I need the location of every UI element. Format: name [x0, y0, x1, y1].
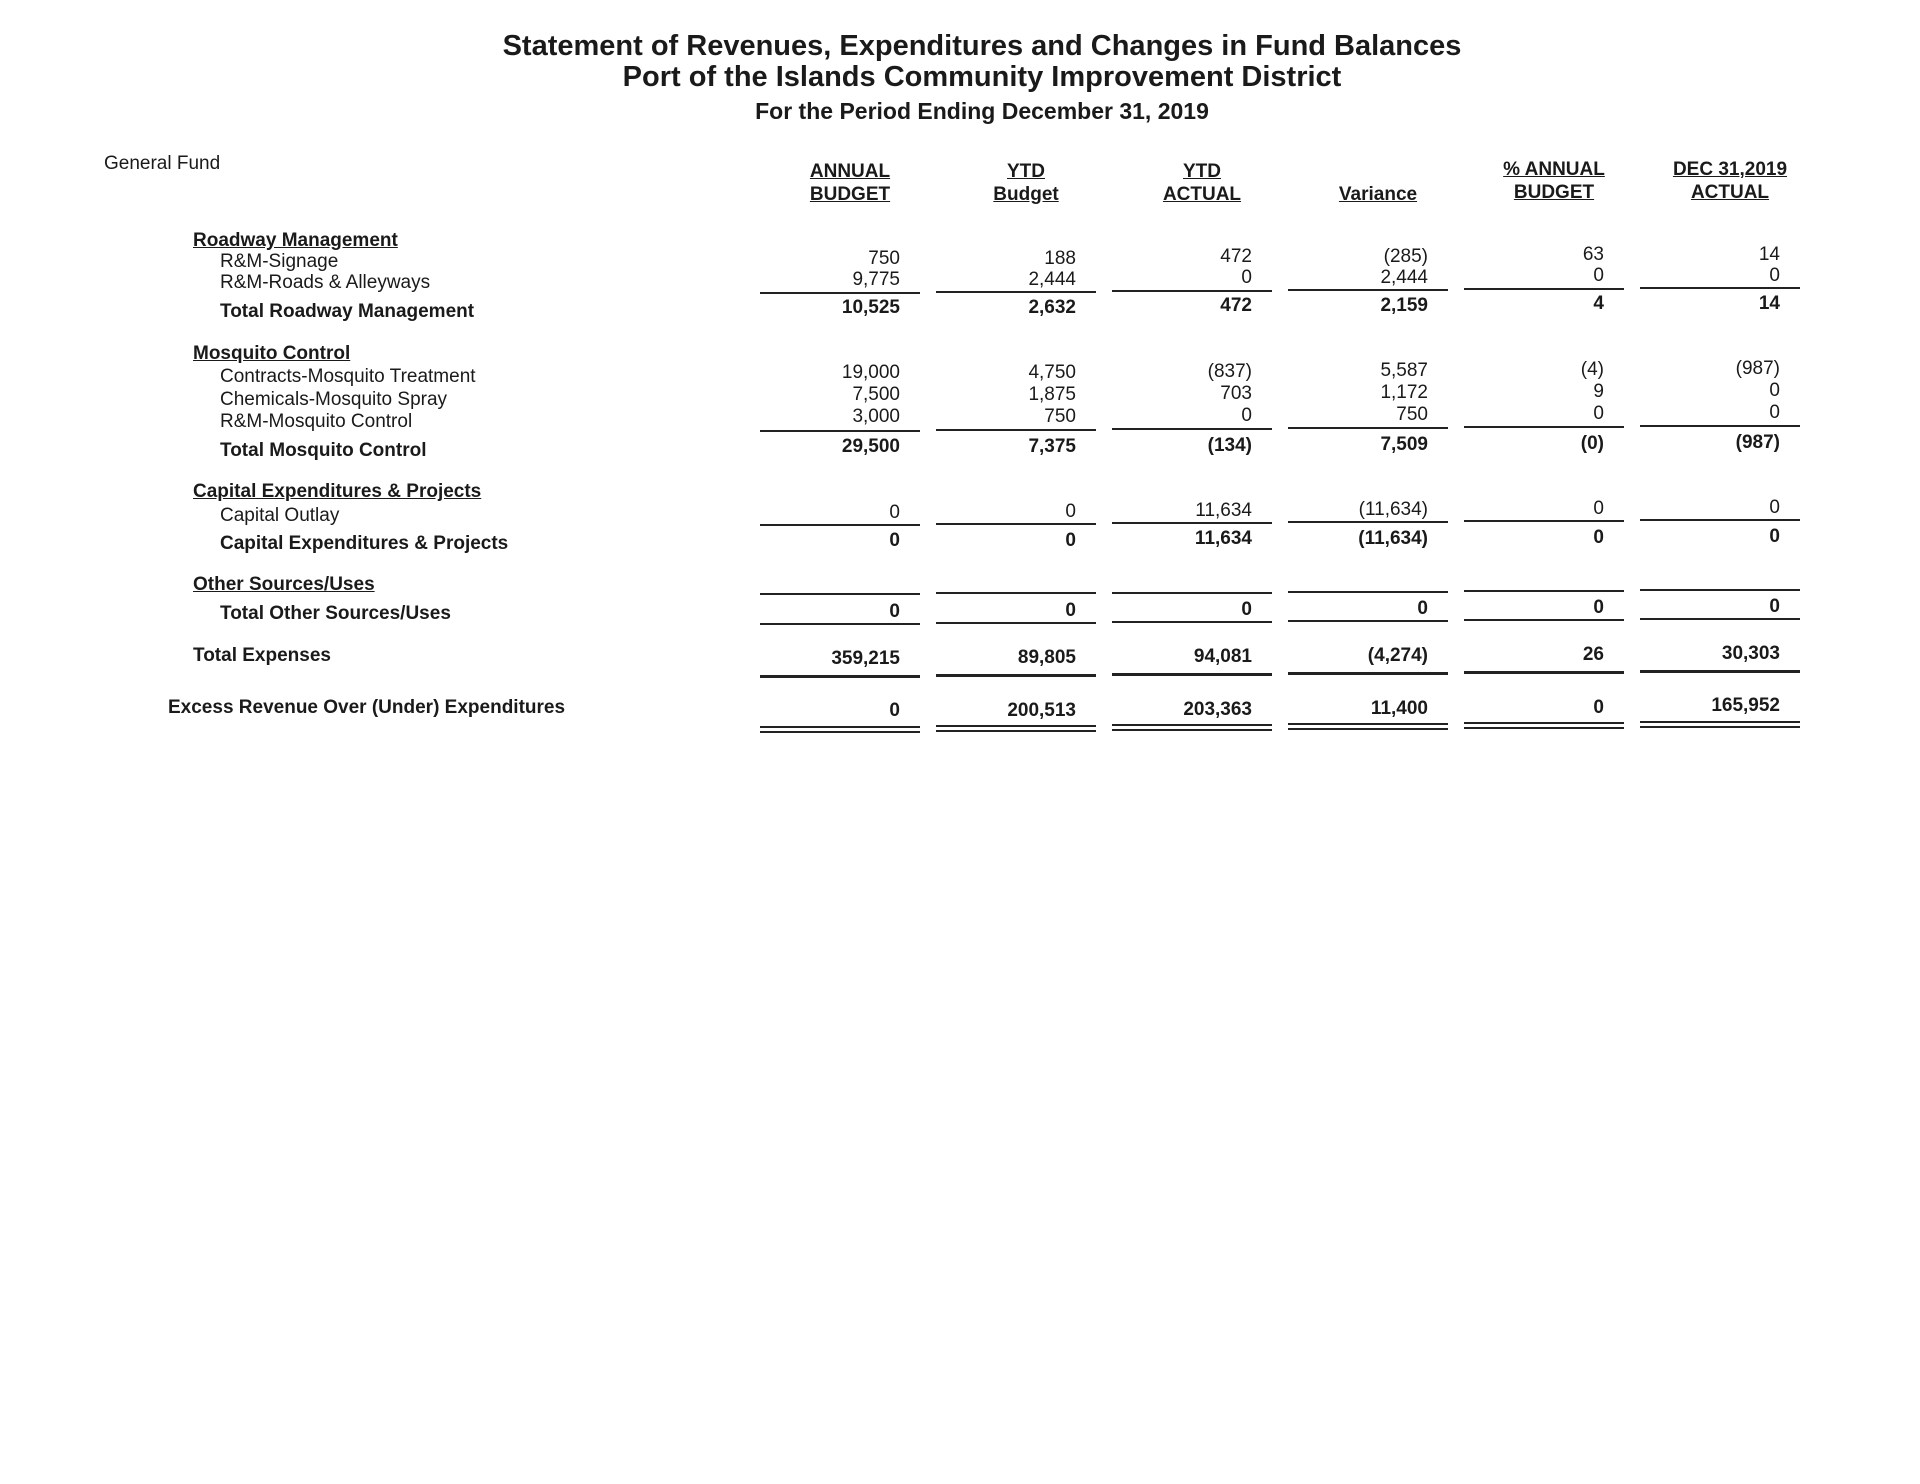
- cell-value: 703: [1220, 383, 1252, 404]
- cell-value-total: (134): [1207, 435, 1252, 456]
- double-rule: [1464, 722, 1624, 729]
- cell-value: 0: [1769, 265, 1780, 286]
- cell-value-total: 0: [1593, 697, 1604, 718]
- subtotal-rule: [936, 622, 1096, 624]
- cell-value: 9: [1593, 381, 1604, 402]
- cell-value-total: 0: [889, 530, 900, 551]
- cell-value: 0: [1593, 498, 1604, 519]
- cell-value: 5,587: [1380, 360, 1428, 381]
- subtotal-rule: [1288, 591, 1448, 593]
- cell-value-total: 200,513: [1007, 700, 1076, 721]
- cell-value-total: 94,081: [1193, 646, 1252, 667]
- cell-value-total: 472: [1220, 295, 1252, 316]
- row-label: R&M-Mosquito Control: [220, 411, 413, 432]
- cell-value-total: 14: [1758, 293, 1780, 314]
- column-header-dec-actual: DEC 31,2019 ACTUAL: [1672, 159, 1788, 203]
- row-label-total: Total Other Sources/Uses: [220, 603, 451, 624]
- subtotal-rule: [1464, 520, 1624, 522]
- cell-value: 1,875: [1028, 384, 1076, 405]
- cell-value-total: (0): [1580, 433, 1604, 454]
- subtotal-rule: [936, 523, 1096, 525]
- subtotal-rule: [1288, 620, 1448, 622]
- total-rule: [1288, 672, 1448, 675]
- cell-value: 472: [1220, 246, 1252, 267]
- subtotal-rule: [1112, 522, 1272, 524]
- cell-value: 2,444: [1028, 269, 1076, 290]
- column-header-ytd-actual: YTD ACTUAL: [1162, 161, 1242, 205]
- double-rule: [1640, 721, 1800, 728]
- section-mosquito-control: Mosquito Control: [193, 343, 351, 364]
- total-rule: [1464, 671, 1624, 674]
- column-header-variance: Variance: [1338, 184, 1418, 205]
- subtotal-rule: [1464, 288, 1624, 290]
- row-label-total: Total Roadway Management: [220, 301, 475, 322]
- cell-value-total: 0: [1065, 530, 1076, 551]
- subtotal-rule: [1288, 289, 1448, 291]
- cell-value-total: 2,632: [1028, 297, 1076, 318]
- section-roadway-management: Roadway Management: [193, 230, 398, 251]
- column-header-annual-budget: ANNUAL BUDGET: [809, 161, 891, 205]
- period-label: For the Period Ending December 31, 2019: [755, 98, 1209, 124]
- cell-value-total: 0: [1241, 599, 1252, 620]
- cell-value: (837): [1207, 361, 1252, 382]
- subtotal-rule: [1640, 519, 1800, 521]
- subtotal-rule: [1640, 425, 1800, 427]
- cell-value: 0: [1241, 267, 1252, 288]
- section-capital-expenditures: Capital Expenditures & Projects: [193, 481, 482, 502]
- cell-value-total: 89,805: [1017, 647, 1076, 668]
- subtotal-rule: [1112, 592, 1272, 594]
- cell-value: (11,634): [1358, 499, 1428, 520]
- cell-value-total: 0: [1593, 597, 1604, 618]
- subtotal-rule: [1112, 290, 1272, 292]
- cell-value-total: 0: [1769, 596, 1780, 617]
- column-header-pct-annual-budget: % ANNUAL BUDGET: [1503, 159, 1605, 203]
- subtotal-rule: [1112, 621, 1272, 623]
- cell-value-total: (11,634): [1358, 528, 1428, 549]
- cell-value: 0: [1769, 497, 1780, 518]
- cell-value-total: 11,400: [1370, 698, 1428, 719]
- row-label: R&M-Signage: [220, 251, 339, 272]
- total-rule: [1112, 673, 1272, 676]
- cell-value-total: 30,303: [1721, 643, 1780, 664]
- total-rule: [936, 674, 1096, 677]
- subtotal-rule: [760, 593, 920, 595]
- cell-value-total: 0: [1593, 527, 1604, 548]
- cell-value: 188: [1044, 248, 1076, 269]
- cell-value-total: 4: [1593, 293, 1604, 314]
- row-label-total-expenses: Total Expenses: [193, 645, 331, 666]
- subtotal-rule: [1640, 618, 1800, 620]
- row-label-excess-revenue: Excess Revenue Over (Under) Expenditures: [168, 697, 566, 718]
- cell-value-total: 0: [889, 601, 900, 622]
- cell-value: 4,750: [1028, 362, 1076, 383]
- cell-value-total: (4,274): [1367, 645, 1428, 666]
- double-rule: [760, 726, 920, 733]
- subtotal-rule: [936, 429, 1096, 431]
- cell-value: 1,172: [1380, 382, 1428, 403]
- cell-value: 0: [1769, 380, 1780, 401]
- cell-value-total: 26: [1582, 644, 1604, 665]
- cell-value: 14: [1758, 244, 1780, 265]
- row-label: Chemicals-Mosquito Spray: [220, 389, 448, 410]
- cell-value: 2,444: [1380, 267, 1428, 288]
- section-other-sources-uses: Other Sources/Uses: [193, 574, 375, 595]
- cell-value-total: 2,159: [1380, 295, 1428, 316]
- cell-value-total: 0: [1065, 600, 1076, 621]
- row-label: Contracts-Mosquito Treatment: [220, 366, 476, 387]
- subtotal-rule: [1640, 589, 1800, 591]
- subtotal-rule: [1464, 590, 1624, 592]
- cell-value: 0: [889, 502, 900, 523]
- subtotal-rule: [1112, 428, 1272, 430]
- double-rule: [1112, 724, 1272, 731]
- cell-value-total: 359,215: [831, 648, 900, 669]
- row-label: R&M-Roads & Alleyways: [220, 272, 431, 293]
- cell-value-total: 203,363: [1183, 699, 1252, 720]
- subtotal-rule: [760, 524, 920, 526]
- cell-value: 9,775: [852, 269, 900, 290]
- cell-value-total: 11,634: [1194, 528, 1252, 549]
- cell-value-total: 7,509: [1380, 434, 1428, 455]
- cell-value: 11,634: [1195, 500, 1252, 521]
- cell-value: 3,000: [852, 406, 900, 427]
- subtotal-rule: [936, 592, 1096, 594]
- cell-value: 7,500: [852, 384, 900, 405]
- column-header-ytd-budget: YTD Budget: [993, 161, 1059, 205]
- district-name: Port of the Islands Community Improvement District: [622, 61, 1342, 93]
- statement-title: Statement of Revenues, Expenditures and Changes in Fund Balances: [502, 30, 1462, 62]
- subtotal-rule: [760, 292, 920, 294]
- cell-value: 750: [868, 248, 900, 269]
- cell-value-total: 29,500: [841, 436, 900, 457]
- cell-value-total: 0: [889, 700, 900, 721]
- total-rule: [760, 675, 920, 678]
- cell-value-total: 10,525: [841, 297, 900, 318]
- row-label-total: Total Mosquito Control: [220, 440, 427, 461]
- cell-value: 0: [1065, 501, 1076, 522]
- cell-value-total: (987): [1735, 432, 1780, 453]
- cell-value: 0: [1593, 403, 1604, 424]
- double-rule: [1288, 723, 1448, 730]
- cell-value: (4): [1580, 359, 1604, 380]
- cell-value: 750: [1044, 406, 1076, 427]
- cell-value-total: 0: [1769, 526, 1780, 547]
- total-rule: [1640, 670, 1800, 673]
- subtotal-rule: [760, 430, 920, 432]
- cell-value: 63: [1582, 244, 1604, 265]
- cell-value: 750: [1396, 404, 1428, 425]
- subtotal-rule: [936, 291, 1096, 293]
- cell-value: 0: [1241, 405, 1252, 426]
- subtotal-rule: [760, 623, 920, 625]
- subtotal-rule: [1288, 427, 1448, 429]
- subtotal-rule: [1288, 521, 1448, 523]
- subtotal-rule: [1464, 619, 1624, 621]
- row-label: Capital Outlay: [220, 505, 340, 526]
- cell-value: 19,000: [841, 362, 900, 383]
- cell-value: (987): [1735, 358, 1780, 379]
- subtotal-rule: [1640, 287, 1800, 289]
- cell-value-total: 0: [1417, 598, 1428, 619]
- subtotal-rule: [1464, 426, 1624, 428]
- cell-value-total: 7,375: [1028, 436, 1076, 457]
- cell-value: 0: [1769, 402, 1780, 423]
- cell-value-total: 165,952: [1711, 695, 1780, 716]
- double-rule: [936, 725, 1096, 732]
- fund-label: General Fund: [104, 153, 221, 174]
- row-label-total: Capital Expenditures & Projects: [220, 533, 509, 554]
- cell-value: (285): [1383, 246, 1428, 267]
- cell-value: 0: [1593, 265, 1604, 286]
